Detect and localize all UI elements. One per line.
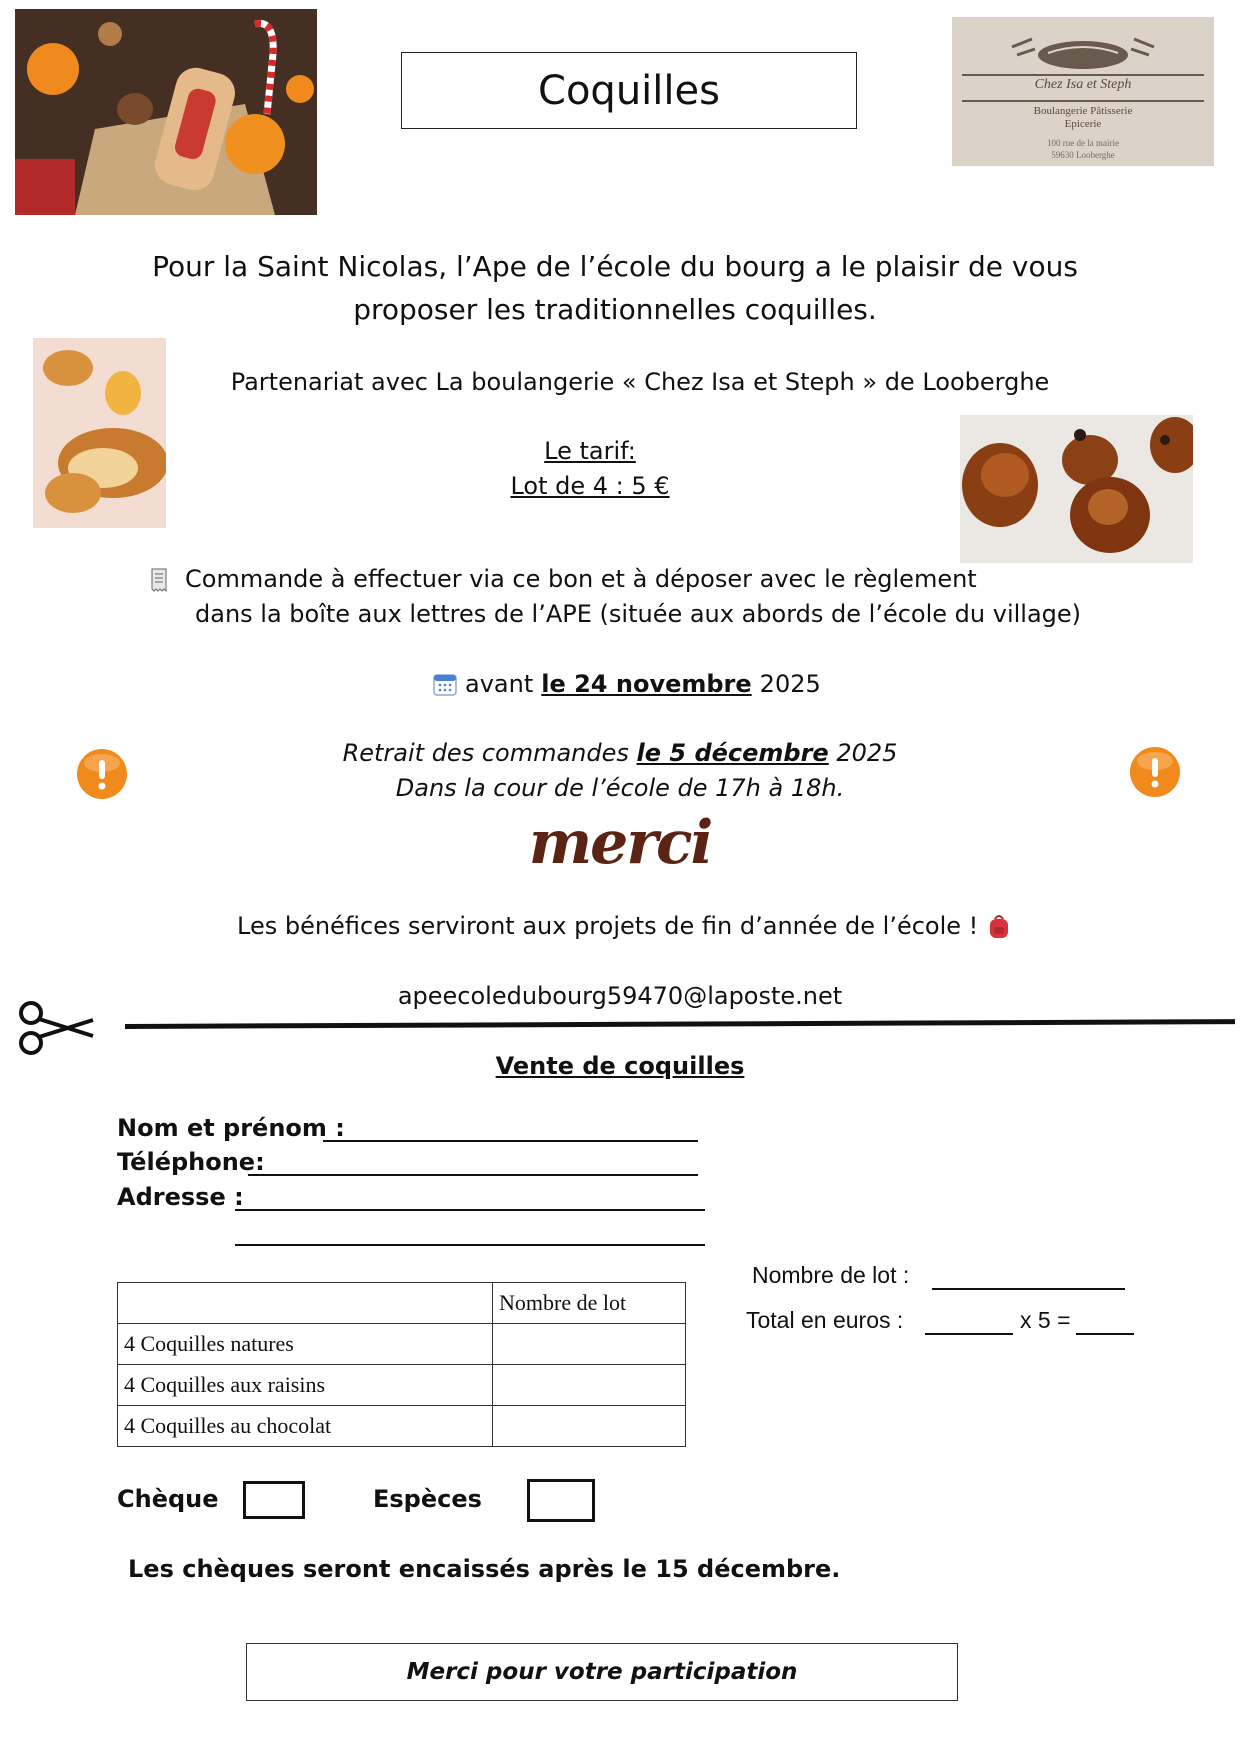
cash-checkbox[interactable] [527,1479,595,1522]
deadline-year: 2025 [759,670,821,698]
product-name: 4 Coquilles au chocolat [118,1406,493,1447]
quantity-cell[interactable] [493,1365,686,1406]
page-title: Coquilles [538,67,720,114]
logo-subtitle-2: Epicerie [1064,118,1102,130]
name-label: Nom et prénom : [117,1114,345,1142]
table-header-cell [118,1283,493,1324]
table-row [118,1406,686,1447]
lot-count-input[interactable] [932,1288,1125,1290]
merci-script: merci [528,808,712,878]
deadline-date: le 24 novembre [541,670,752,698]
table-header-row [118,1283,686,1324]
pickup-date: le 5 décembre [636,739,829,767]
address-label: Adresse : [117,1183,244,1211]
tarif-value: Lot de 4 : 5 € [510,472,670,500]
intro-line-1: Pour la Saint Nicolas, l’Ape de l’école du bourg a le plaisir de vous [152,250,1078,283]
pickup-year: 2025 [836,739,898,767]
school-bag-icon [988,913,1010,939]
pickup-line-1 [200,736,1040,770]
saint-nicolas-photo [15,9,317,215]
lot-count-label: Nombre de lot : [752,1262,910,1288]
logo-address-1: 100 rue de la mairie [1047,138,1119,148]
tarif-label: Le tarif: [544,437,636,465]
logo-subtitle-1: Boulangerie Pâtisserie [1033,105,1133,117]
address-input-line-1[interactable] [235,1209,705,1211]
brioche-photo [33,338,166,528]
logo-address-2: 59630 Looberghe [1051,150,1115,160]
phone-input[interactable] [248,1174,698,1176]
table-row [118,1324,686,1365]
product-name: 4 Coquilles aux raisins [118,1365,493,1406]
address-input-line-2[interactable] [235,1244,705,1246]
calendar-icon [433,672,457,696]
benefits-line [237,912,1010,940]
order-table [117,1282,686,1447]
name-input[interactable] [323,1140,698,1142]
benefits-text: Les bénéfices serviront aux projets de fin d’année de l’école ! [237,912,979,940]
total-label: Total en euros : [746,1307,904,1333]
pickup-prefix: Retrait des commandes [342,739,629,767]
payment-cash-label: Espèces [373,1485,482,1513]
table-header-cell: Nombre de lot [493,1283,686,1324]
footer-thanks: Merci pour votre participation [406,1659,798,1685]
page-title-box [401,52,857,129]
deadline-prefix: avant [465,670,534,698]
multiplier-label: x 5 = [1020,1307,1071,1333]
total-input[interactable] [925,1333,1013,1335]
payment-cheque-label: Chèque [117,1485,219,1513]
scissors-icon [17,1000,95,1056]
table-row [118,1365,686,1406]
quantity-cell[interactable] [493,1324,686,1365]
total-result-input[interactable] [1076,1333,1134,1335]
logo-name: Chez Isa et Steph [1034,77,1132,92]
cut-line [125,1019,1235,1029]
footer-box [246,1643,958,1701]
product-name: 4 Coquilles natures [118,1324,493,1365]
cheque-checkbox[interactable] [243,1481,305,1519]
cheque-note: Les chèques seront encaissés après le 15 décembre. [128,1555,841,1583]
order-instructions-line-2: dans la boîte aux lettres de l’APE (située aux abords de l’école du village) [195,600,1082,628]
bakery-logo [952,17,1214,166]
contact-email[interactable]: apeecoledubourg59470@laposte.net [397,982,843,1010]
order-instructions-line-1: Commande à effectuer via ce bon et à déposer avec le règlement [185,565,977,593]
quantity-cell[interactable] [493,1406,686,1447]
warning-icon-right [1128,745,1182,799]
phone-label: Téléphone: [117,1148,265,1176]
warning-icon-left [75,747,129,801]
partnership-text: Partenariat avec La boulangerie « Chez Isa et Steph » de Looberghe [230,368,1050,396]
form-title: Vente de coquilles [495,1052,745,1080]
intro-line-2: proposer les traditionnelles coquilles. [353,293,877,326]
coquilles-photo [960,415,1193,563]
pickup-line-2: Dans la cour de l’école de 17h à 18h. [395,774,845,802]
receipt-icon [151,568,167,592]
deadline-line [433,670,821,698]
